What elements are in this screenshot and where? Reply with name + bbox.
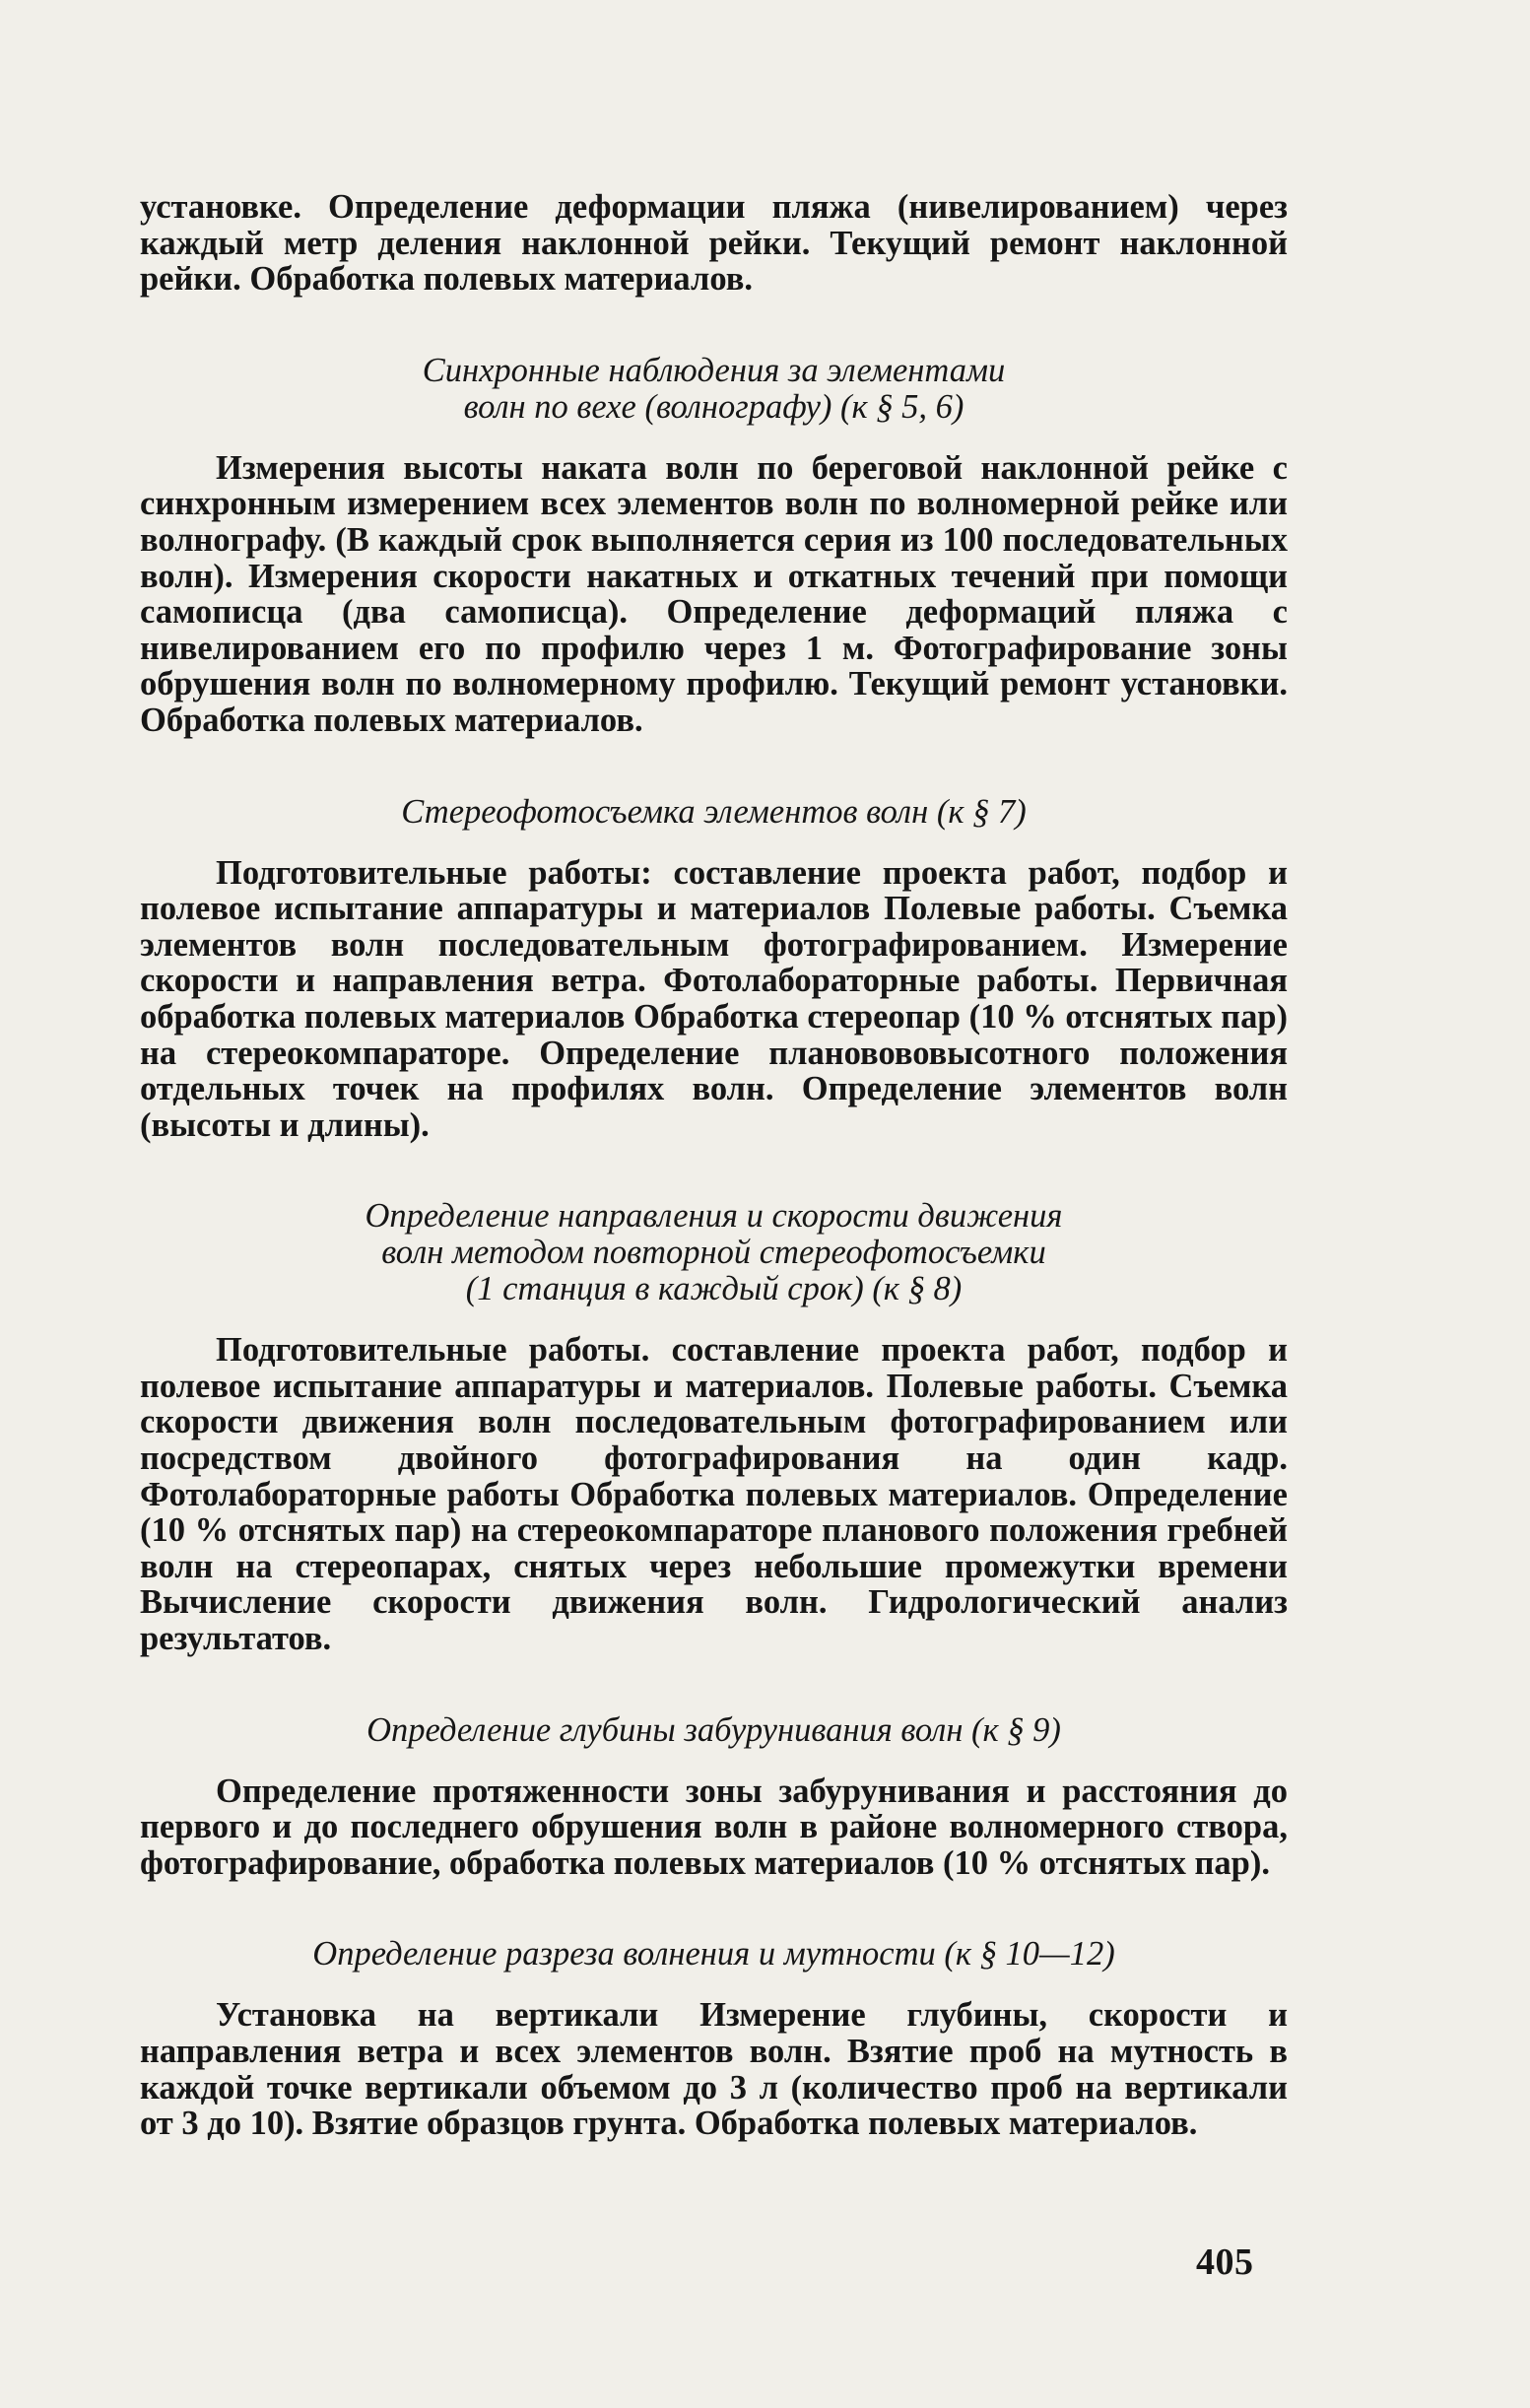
section-heading-wave-direction-speed: Определение направления и скорости движения волн методом повторной стереофотосъемки (1 станция в каждый срок) (к § 8) [365, 1197, 1063, 1308]
section-heading-breaking-depth: Определение глубины забурунивания волн (к § 9) [366, 1710, 1061, 1749]
section-body-wave-section-turbidity: Установка на вертикали Измерение глубины, скорости и направления ветра и всех элементов волн. Взятие проб на мутность в каждой точке вертикали объемом до 3 л (количество проб на вертикали от 3 до 10). Взятие образцов грунта. Обработка полевых материалов. [140, 1996, 1288, 2143]
section-body-stereophotography: Подготовительные работы: составление проекта работ, подбор и полевое испытание аппаратуры и материалов Полевые работы. Съемка элементов волн последовательным фотографированием. Измерение скорости и направления ветра. Фотолабораторные работы. Первичная обработка полевых материалов Обработка стереопар (10 % отснятых пар) на стереокомпараторе. Определение плановововысотного положения отдельных точек на профилях волн. Определение элементов волн (высоты и длины). [140, 853, 1288, 1144]
opening-paragraph: установке. Определение деформации пляжа (нивелированием) через каждый метр деления наклонной рейки. Текущий ремонт наклонной рейки. Обработка полевых материалов. [140, 188, 1288, 299]
section-heading-synchronous-observations: Синхронные наблюдения за элементами волн по вехе (волнографу) (к § 5, 6) [422, 351, 1006, 426]
section-heading-wave-section-turbidity: Определение разреза волнения и мутности (к § 10—12) [312, 1935, 1115, 1973]
section-heading-stereophotography: Стереофотосъемка элементов волн (к § 7) [401, 792, 1027, 831]
section-body-synchronous-observations: Измерения высоты наката волн по береговой наклонной рейке с синхронным измерением всех элементов волн по волномерной рейке или волнографу. (В каждый срок выполняется серия из 100 последовательных волн). Измерения скорости накатных и откатных течений при помощи самописца (два самописца). Определение деформаций пляжа с нивелированием его по профилю через 1 м. Фотографирование зоны обрушения волн по волномерному профилю. Текущий ремонт установки. Обработка полевых материалов. [140, 448, 1288, 739]
section-body-breaking-depth: Определение протяженности зоны забурунивания и расстояния до первого и до последнего обрушения волн в районе волномерного створа, фотографирование, обработка полевых материалов (10 % отснятых пар). [140, 1772, 1288, 1882]
page-number: 405 [1196, 2241, 1254, 2283]
section-body-wave-direction-speed: Подготовительные работы. составление проекта работ, подбор и полевое испытание аппаратуры и материалов. Полевые работы. Съемка скорости движения волн последовательным фотографированием или посредством двойного фотографирования на один кадр. Фотолабораторные работы Обработка полевых материалов. Определение (10 % отснятых пар) на стереокомпараторе планового положения гребней волн на стереопарах, снятых через небольшие промежутки времени Вычисление скорости движения волн. Гидрологический анализ результатов. [140, 1331, 1288, 1658]
text-column [140, 189, 1288, 2142]
